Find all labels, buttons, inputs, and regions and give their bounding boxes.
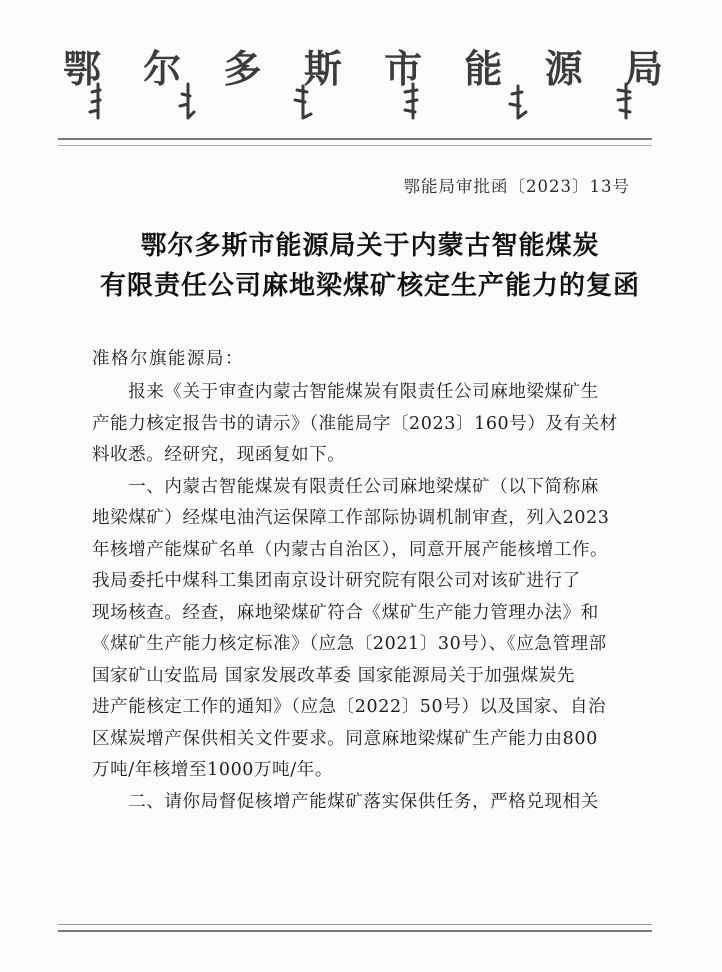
text-line: 二、请你局督促核增产能煤矿落实保供任务，严格兑现相关: [92, 791, 599, 812]
paragraph: [92, 787, 640, 819]
text-line: 料收悉。经研究，现函复如下。: [92, 445, 346, 465]
text-line: 现场核查。经查，麻地梁煤矿符合《煤矿生产能力管理办法》和: [92, 602, 599, 623]
text-line: 进产能核定工作的通知》（应急〔2022〕50号）以及国家、自治: [92, 697, 607, 717]
issuer-char: 源: [544, 46, 583, 91]
issuer-char: 市: [384, 46, 423, 91]
text-line: 《煤矿生产能力核定标准》（应急〔2021〕30号）、《应急管理部: [92, 634, 607, 654]
title-line: 有限责任公司麻地梁煤矿核定生产能力的复函: [99, 271, 640, 301]
text-line: 国家矿山安监局 国家发展改革委 国家能源局关于加强煤炭先: [92, 665, 575, 686]
footer-divider: [58, 924, 652, 932]
issuer-char: 多: [223, 46, 262, 91]
paragraph: [92, 377, 640, 472]
text-line: 报来《关于审查内蒙古智能煤炭有限责任公司麻地梁煤矿生: [92, 382, 599, 402]
mongolian-script-logo: [78, 82, 648, 122]
text-line: 地梁煤矿）经煤电油汽运保障工作部际协调机制审查，列入2023: [92, 508, 610, 528]
paragraph: [92, 472, 640, 787]
issuer-char: 局: [624, 46, 663, 91]
issuer-char: 斯: [303, 46, 342, 91]
issuer-char: 能: [464, 46, 503, 91]
document-number: 鄂能局审批函〔2023〕13号: [403, 177, 630, 196]
addressee: 准格尔旗能源局：: [92, 349, 244, 369]
text-line: 年核增产能煤矿名单（内蒙古自治区），同意开展产能核增工作。: [92, 539, 609, 560]
text-line: 万吨/年核增至1000万吨/年。: [92, 760, 333, 780]
text-line: 我局委托中煤科工集团南京设计研究院有限公司对该矿进行了: [92, 571, 581, 591]
text-line: 区煤炭增产保供相关文件要求。同意麻地梁煤矿生产能力由800: [92, 728, 598, 749]
text-line: 产能力核定报告书的请示》（准能局字〔2023〕160号）及有关材: [92, 413, 618, 434]
header-divider: [58, 138, 652, 146]
issuer-char: 鄂: [62, 46, 101, 91]
letter-body: [92, 377, 640, 818]
letterhead: [0, 0, 722, 150]
title-line: 鄂尔多斯市能源局关于内蒙古智能煤炭: [140, 231, 600, 261]
issuer-char: 尔: [143, 46, 182, 91]
text-line: 一、内蒙古智能煤炭有限责任公司麻地梁煤矿（以下简称麻: [92, 476, 599, 497]
document-title: [70, 226, 670, 306]
